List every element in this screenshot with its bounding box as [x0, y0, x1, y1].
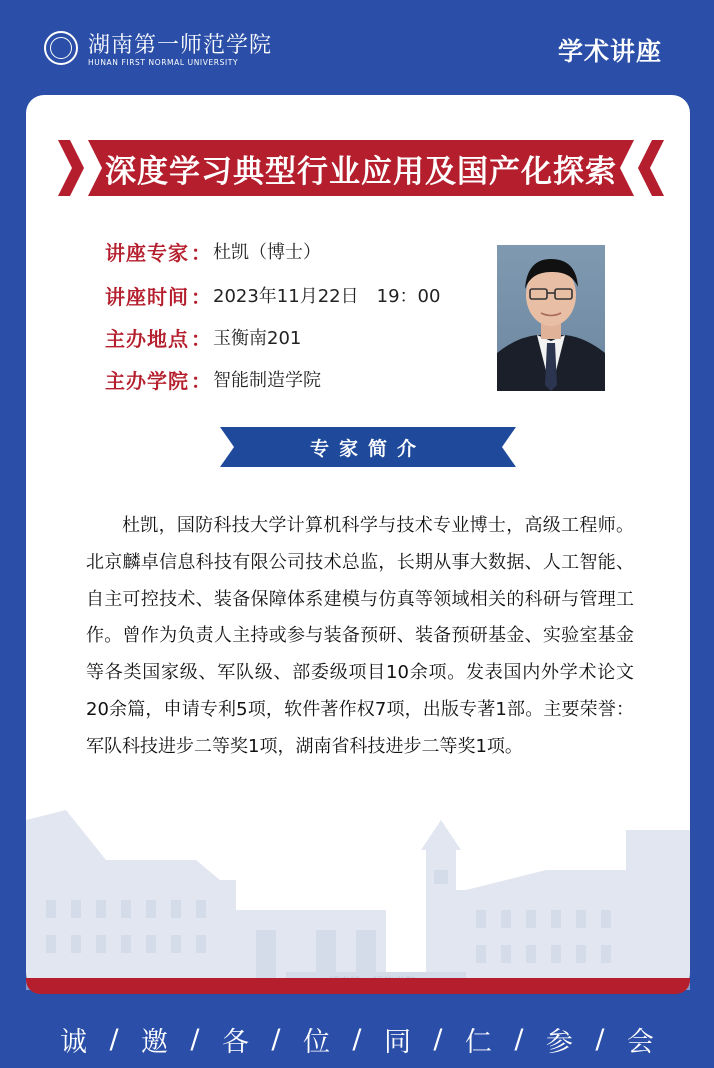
info-row-expert — [105, 236, 321, 266]
school-name: 湖南第一师范学院 — [88, 33, 273, 58]
info-value: 玉衡南201 — [213, 328, 302, 349]
info-value: 2023年11月22日 19：00 — [213, 286, 441, 307]
info-row-college — [105, 364, 321, 394]
card-bottom-strip — [26, 978, 690, 994]
bio-text: 杜凯，国防科技大学计算机科学与技术专业博士，高级工程师。北京麟卓信息科技有限公司技术总监，长期从事大数据、人工智能、自主可控技术、装备保障体系建模与仿真等领域相关的科研与管理工作。曾作为负责人主持或参与装备预研、装备预研基金、实验室基金等各类国家级、军队级、部委级项目10余项。发表国内外学术论文20余篇，申请专利5项，软件著作权7项，出版专著1部。主要荣誉：军队科技进步二等奖1项，湖南省科技进步二等奖1项。 — [86, 515, 634, 757]
footer-separator: / — [595, 1023, 605, 1055]
footer-char: 邀 — [140, 1026, 168, 1058]
footer-char: 同 — [383, 1026, 411, 1058]
footer-invitation — [60, 1014, 654, 1064]
school-name-en: HUNAN FIRST NORMAL UNIVERSITY — [88, 58, 239, 67]
info-value: 杜凯（博士） — [213, 242, 321, 263]
footer-separator: / — [190, 1023, 200, 1055]
info-label: 讲座时间 — [105, 284, 189, 309]
info-label: 主办地点 — [105, 326, 189, 351]
bio-heading: 专家简介 — [309, 437, 426, 460]
header-tag: 学术讲座 — [557, 37, 662, 66]
info-colon: ： — [191, 284, 211, 309]
footer-char: 会 — [626, 1026, 654, 1058]
footer-separator: / — [352, 1023, 362, 1055]
lecture-title: 深度学习典型行业应用及国产化探索 — [105, 153, 617, 190]
info-colon: ： — [191, 326, 211, 351]
footer-char: 参 — [545, 1026, 573, 1058]
info-colon: ： — [191, 240, 211, 265]
speaker-photo — [497, 245, 605, 391]
school-seal-icon — [44, 31, 78, 65]
footer-separator: / — [514, 1023, 524, 1055]
info-label: 主办学院 — [105, 368, 189, 393]
footer-separator: / — [271, 1023, 281, 1055]
info-row-time — [105, 280, 440, 310]
bio-heading-banner — [220, 427, 516, 467]
footer-separator: / — [433, 1023, 443, 1055]
info-label: 讲座专家 — [105, 240, 189, 265]
footer-char: 位 — [302, 1026, 330, 1058]
header — [0, 0, 714, 95]
info-value: 智能制造学院 — [213, 370, 321, 391]
footer-char: 诚 — [60, 1026, 87, 1058]
footer-char: 仁 — [464, 1026, 492, 1058]
campus-illustration — [26, 790, 690, 990]
footer-char: 各 — [221, 1026, 249, 1058]
footer-separator: / — [109, 1023, 119, 1055]
info-colon: ： — [191, 368, 211, 393]
info-row-location — [105, 322, 301, 352]
title-banner — [58, 140, 664, 196]
